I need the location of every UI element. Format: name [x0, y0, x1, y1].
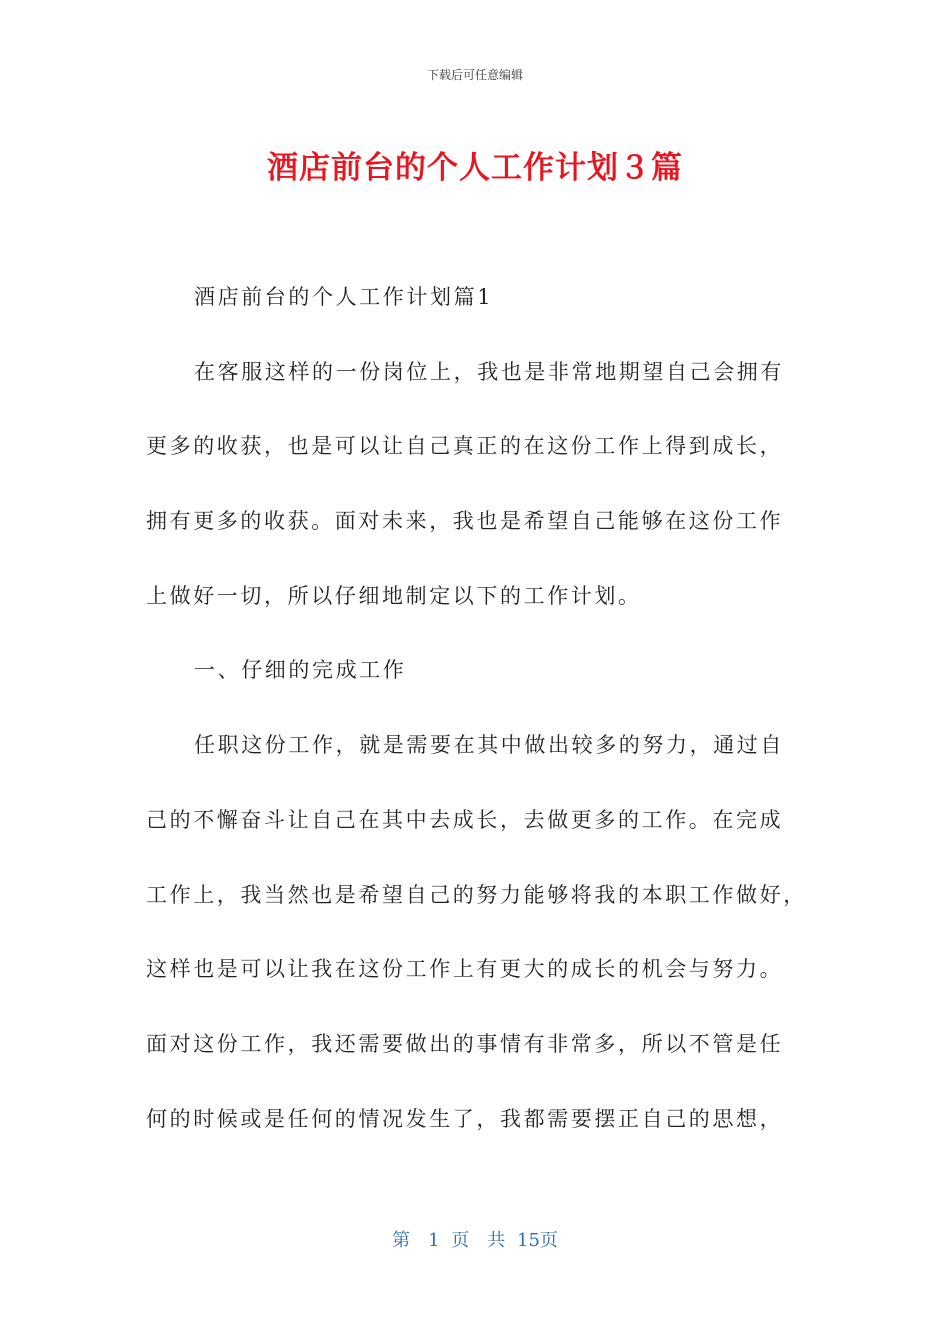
paragraph-line: 上做好一切，所以仔细地制定以下的工作计划。 [146, 583, 642, 608]
paragraph-line: 何的时候或是任何的情况发生了，我都需要摆正自己的思想， [146, 1106, 784, 1131]
paragraph-line: 任职这份工作，就是需要在其中做出较多的努力，通过自 [194, 733, 784, 758]
paragraph-line: 己的不懈奋斗让自己在其中去成长，去做更多的工作。在完成 [146, 807, 784, 832]
paragraph-line: 酒店前台的个人工作计划篇1 [194, 285, 494, 309]
page-number-footer: 第 1 页 共 15页 [392, 1230, 558, 1251]
header-note: 下载后可任意编辑 [426, 68, 523, 82]
document-body [146, 272, 810, 1168]
paragraph-line: 在客服这样的一份岗位上，我也是非常地期望自己会拥有 [194, 359, 784, 384]
document-title: 酒店前台的个人工作计划３篇 [267, 150, 683, 186]
section-heading: 一、仔细的完成工作 [194, 658, 407, 683]
paragraph-line: 面对这份工作，我还需要做出的事情有非常多，所以不管是任 [146, 1031, 784, 1056]
paragraph-line: 拥有更多的收获。面对未来，我也是希望自己能够在这份工作 [146, 509, 784, 534]
paragraph-line: 更多的收获，也是可以让自己真正的在这份工作上得到成长， [146, 434, 784, 459]
paragraph-line: 工作上，我当然也是希望自己的努力能够将我的本职工作做好， [146, 882, 807, 907]
paragraph-line: 这样也是可以让我在这份工作上有更大的成长的机会与努力。 [146, 957, 784, 982]
